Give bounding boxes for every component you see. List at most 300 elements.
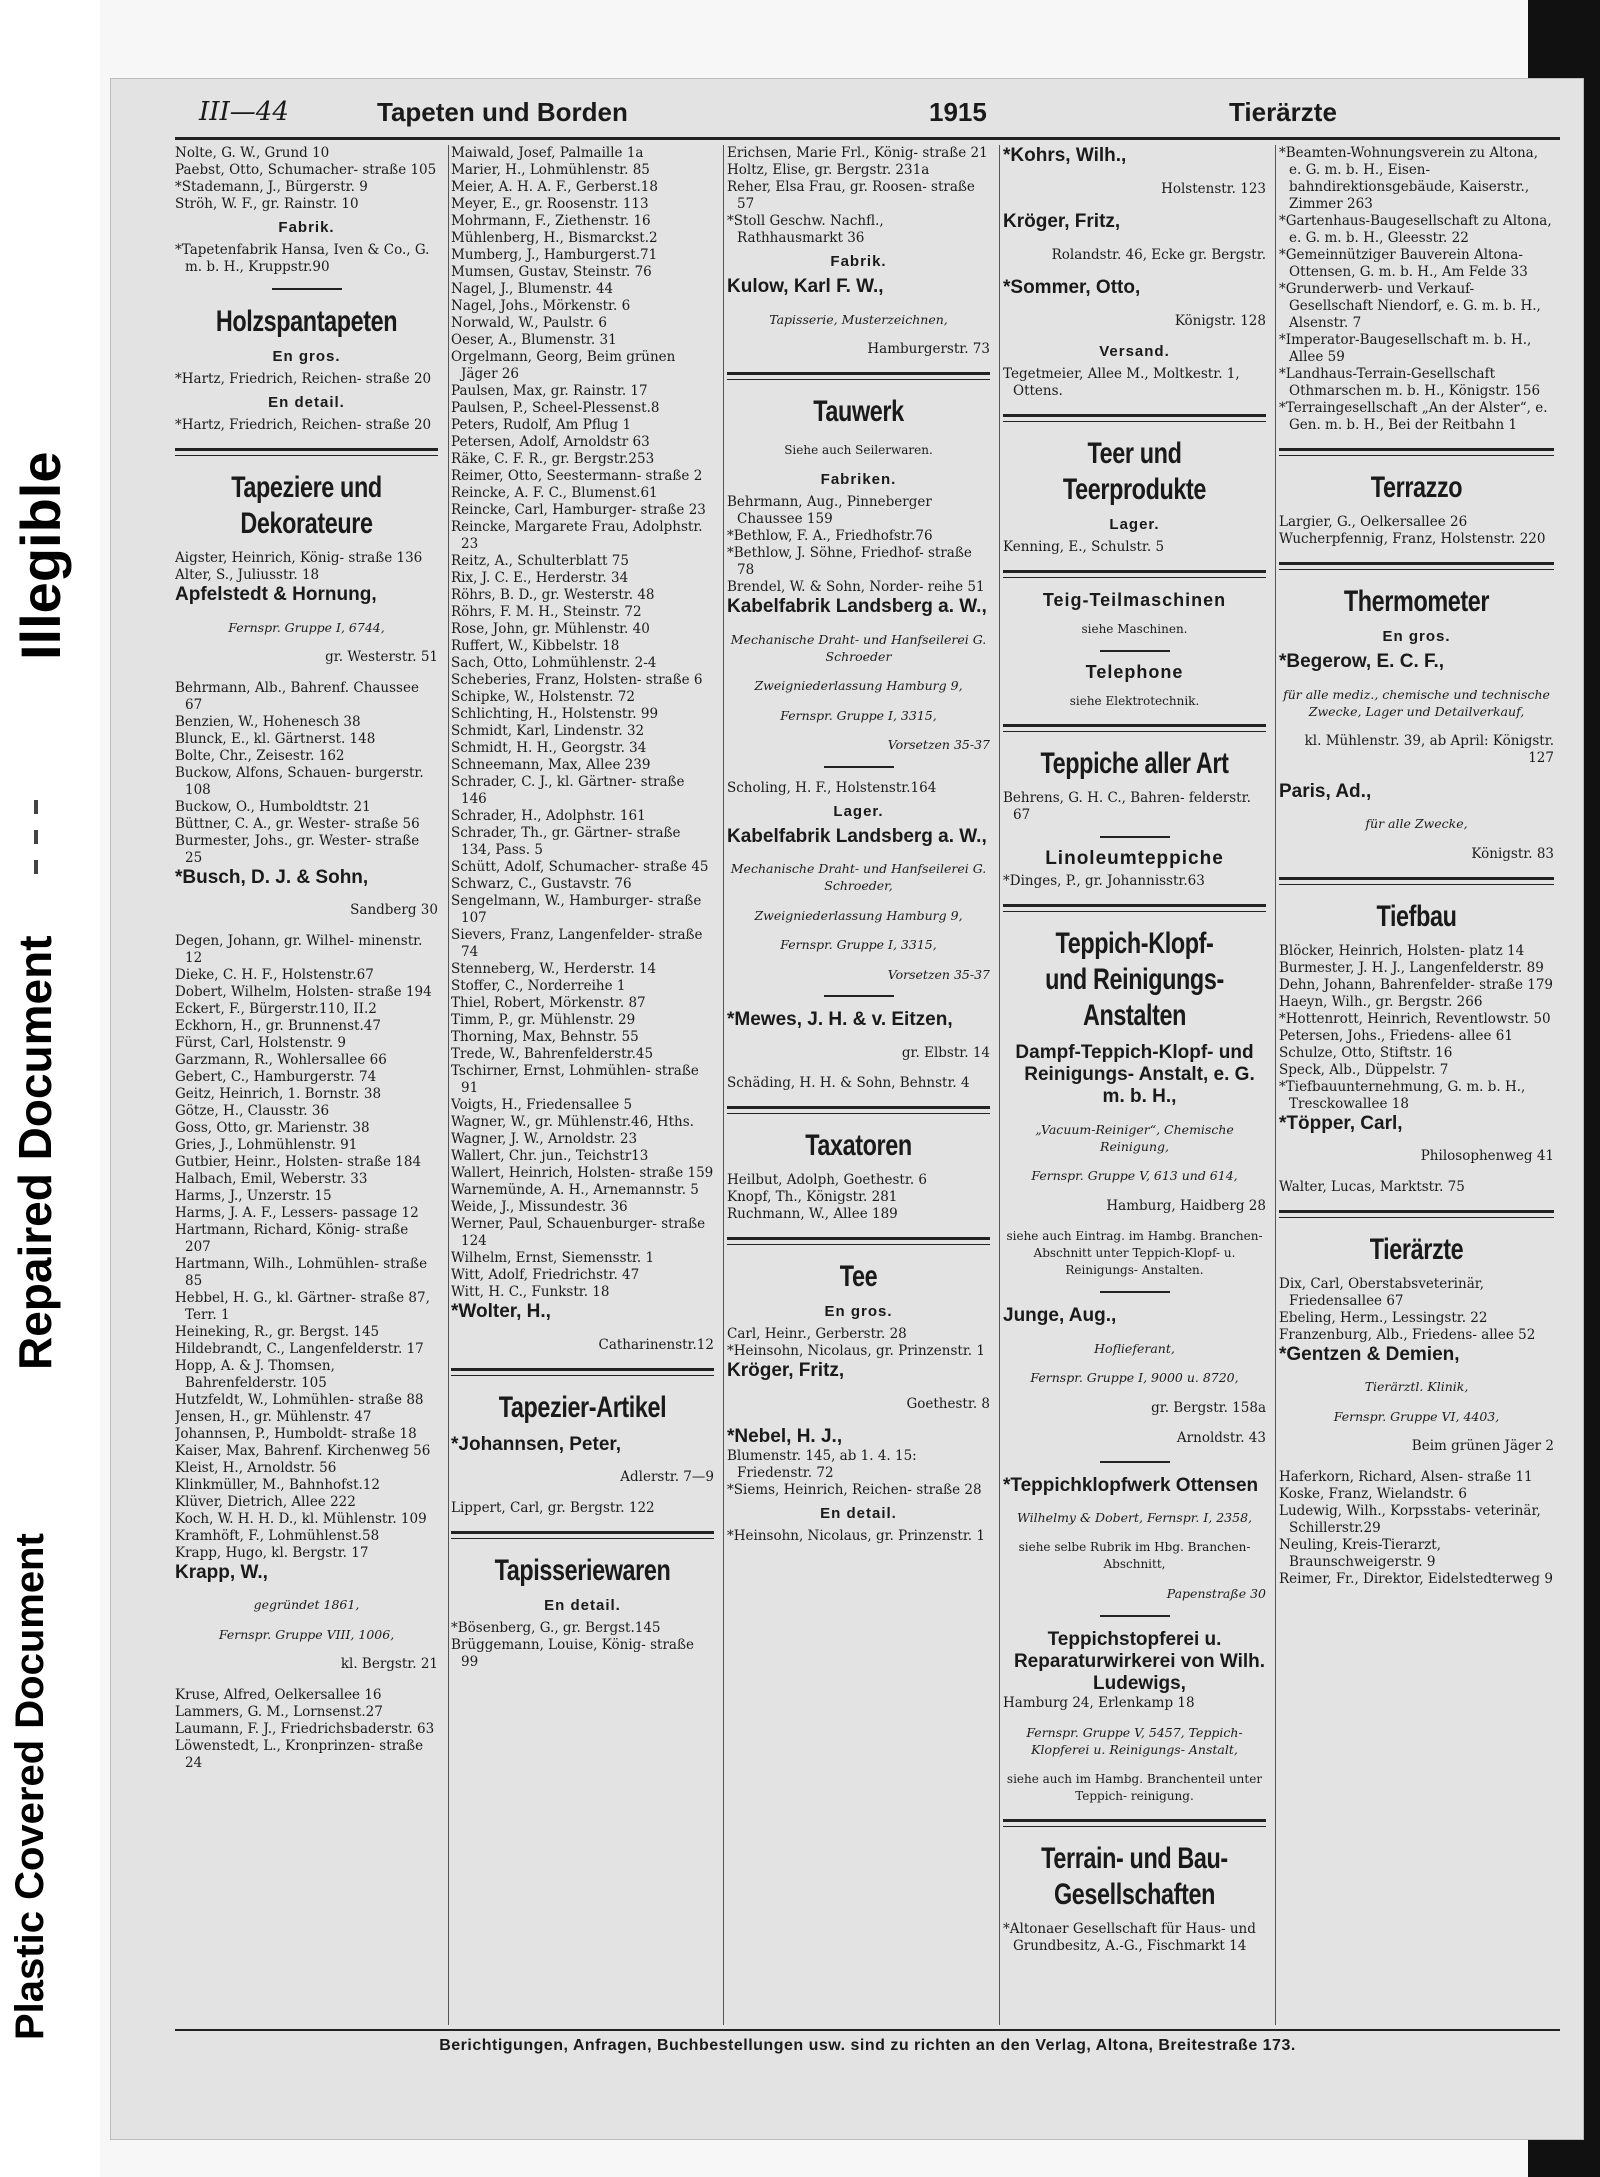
section-divider: [1003, 414, 1266, 422]
list-item-address: gr. Westerstr. 51: [325, 649, 438, 665]
list-item: Hutzfeldt, W., Lohmühlen- straße 88: [175, 1391, 424, 1408]
list-item: Heilbut, Adolph, Goethestr. 6: [727, 1172, 928, 1188]
list-item-note: Fernspr. Gruppe I, 9000 u. 8720,: [1030, 1370, 1239, 1385]
section-heading: Tapezier-Artikel: [498, 1390, 667, 1424]
section-heading: Teer und Teerprodukte: [1062, 437, 1207, 506]
list-item-note: Fernspr. Gruppe VIII, 1006,: [218, 1626, 395, 1642]
side-label-strip: [0, 0, 100, 2177]
list-item: Reincke, Carl, Hamburger- straße 23: [451, 502, 706, 518]
list-item-bold: *Johannsen, Peter,: [451, 1433, 622, 1455]
list-item: Aigster, Heinrich, König- straße 136: [175, 550, 423, 566]
subheading: Lager.: [833, 802, 884, 820]
list-item: Kenning, E., Schulstr. 5: [1003, 539, 1165, 555]
list-item: Sengelmann, W., Hamburger- straße 107: [451, 893, 702, 926]
list-item-bold: Kulow, Karl F. W.,: [727, 276, 884, 297]
list-item: Schneemann, Max, Allee 239: [451, 757, 651, 773]
list-item-address: Philosophenweg 41: [1420, 1148, 1554, 1164]
list-item: Thorning, Max, Behnstr. 55: [451, 1029, 639, 1045]
section-divider: [1003, 904, 1266, 912]
list-item: Ebeling, Herm., Lessingstr. 22: [1279, 1309, 1488, 1326]
list-item: Eckhorn, H., gr. Brunnenst.47: [175, 1017, 381, 1034]
list-item-bold: *Mewes, J. H. & v. Eitzen,: [727, 1009, 953, 1030]
list-item-bold: *Nebel, H. J.,: [727, 1426, 843, 1447]
list-item-note: Tierärztl. Klinik,: [1364, 1379, 1469, 1394]
subheading: En gros.: [1382, 628, 1451, 645]
list-item: Mumberg, J., Hamburgerst.71: [451, 247, 658, 263]
list-item: Brendel, W. & Sohn, Norder- reihe 51: [727, 579, 985, 595]
divider: [1100, 1461, 1170, 1463]
list-item-address: gr. Elbstr. 14: [901, 1044, 990, 1061]
column-5: [1279, 145, 1554, 2025]
list-item: Klinkmüller, M., Bahnhofst.12: [175, 1476, 380, 1493]
year: 1915: [929, 97, 987, 127]
list-item: Hildebrandt, C., Langenfelderstr. 17: [175, 1340, 424, 1357]
list-item-bold: *Kohrs, Wilh.,: [1003, 145, 1127, 166]
list-item: Schrader, C. J., kl. Gärtner- straße 146: [451, 774, 685, 807]
list-item: Oeser, A., Blumenstr. 31: [451, 332, 617, 348]
list-item: Dehn, Johann, Bahrenfelder- straße 179: [1279, 976, 1554, 993]
list-item: Lammers, G. M., Lornsenst.27: [175, 1703, 383, 1720]
list-item: Schütt, Adolf, Schumacher- straße 45: [451, 859, 709, 875]
list-item-bold: Dampf-Teppich-Klopf- und Reinigungs- Anstalt, e. G. m. b. H.,: [1015, 1042, 1255, 1107]
section-divider: [1279, 448, 1554, 456]
list-item: Knopf, Th., Königstr. 281: [727, 1189, 898, 1205]
list-item: *Hartz, Friedrich, Reichen- straße 20: [175, 417, 432, 433]
list-item: Hopp, A. & J. Thomsen, Bahrenfelderstr. 105: [175, 1357, 335, 1391]
list-item: Erichsen, Marie Frl., König- straße 21: [727, 145, 988, 161]
subheading: Versand.: [1099, 343, 1170, 360]
list-item-bold: Apfelstedt & Hornung,: [175, 584, 377, 605]
list-item: Reincke, Margarete Frau, Adolphstr. 23: [451, 519, 703, 552]
page-number: III—44: [199, 97, 289, 127]
list-item: Blumenstr. 145, ab 1. 4. 15: Friedenstr. 72: [727, 1448, 917, 1481]
list-item: Voigts, H., Friedensallee 5: [451, 1097, 633, 1113]
list-item: Paulsen, P., Scheel-Plessenst.8: [451, 400, 660, 416]
list-item: Schipke, W., Holstenstr. 72: [451, 689, 635, 705]
section-divider: [1003, 1819, 1266, 1827]
list-item: Gries, J., Lohmühlenstr. 91: [175, 1136, 358, 1153]
list-item-note: gegründet 1861,: [253, 1597, 360, 1612]
list-item: Buckow, Alfons, Schauen- burgerstr. 108: [175, 764, 424, 798]
list-item-address: Vorsetzen 35-37: [887, 966, 990, 982]
list-item: Burmester, J. H. J., Langenfelderstr. 89: [1279, 959, 1544, 976]
list-item: Nolte, G. W., Grund 10: [175, 145, 330, 161]
section-divider: [727, 1237, 990, 1245]
list-item: Schrader, Th., gr. Gärtner- straße 134, Pass. 5: [451, 825, 681, 858]
list-item: Scheberies, Franz, Holsten- straße 6: [451, 672, 703, 688]
list-item: *Gemeinnütziger Bauverein Altona-Ottensen, G. m. b. H., Am Felde 33: [1279, 247, 1528, 280]
list-item: Thiel, Robert, Mörkenstr. 87: [451, 995, 646, 1011]
list-item: Wucherpfennig, Franz, Holstenstr. 220: [1279, 531, 1546, 547]
list-item: Kruse, Alfred, Oelkersallee 16: [175, 1686, 382, 1703]
list-item: Weide, J., Missundestr. 36: [451, 1199, 628, 1215]
list-item: Haeyn, Wilh., gr. Bergstr. 266: [1279, 993, 1483, 1010]
list-item: Witt, H. C., Funkstr. 18: [451, 1284, 610, 1300]
list-item: Laumann, F. J., Friedrichsbaderstr. 63: [175, 1720, 435, 1737]
list-item: Reimer, Otto, Seestermann- straße 2: [451, 468, 703, 484]
list-item: Schmidt, Karl, Lindenstr. 32: [451, 723, 645, 739]
divider: [1100, 1291, 1170, 1293]
list-item-address: Hamburgerstr. 73: [867, 341, 990, 357]
column-1: [175, 145, 438, 2025]
list-item: Rix, J. C. E., Herderstr. 34: [451, 570, 629, 586]
subheading: Fabrik.: [278, 219, 335, 236]
columns: [175, 145, 1560, 2025]
subheading: Fabrik.: [830, 253, 887, 270]
repaired-document-label: Repaired Document: [9, 935, 61, 1370]
cross-reference: siehe auch Eintrag. im Hambg. Branchen-Abschnitt unter Teppich-Klopf- u. Reinigungs- Anstalten.: [1006, 1229, 1263, 1277]
list-item-note: Fernspr. Gruppe V, 5457, Teppich-Klopferei u. Reinigungs- Anstalt,: [1026, 1725, 1243, 1757]
divider: [1100, 650, 1170, 652]
list-item: *Grunderwerb- und Verkauf- Gesellschaft Niendorf, e. G. m. b. H., Alsenstr. 7: [1279, 281, 1541, 331]
section-divider: [727, 372, 990, 380]
cross-reference-heading: Telephone: [1085, 662, 1184, 682]
section-heading: Tee: [839, 1260, 878, 1293]
divider: [272, 288, 342, 290]
list-item: Neuling, Kreis-Tierarzt, Braunschweigerstr. 9: [1279, 1536, 1441, 1570]
list-item-address: Goethestr. 8: [906, 1395, 990, 1412]
list-item-note: Zweigniederlassung Hamburg 9,: [754, 678, 963, 693]
subsection-heading: Linoleumteppiche: [1045, 848, 1224, 869]
dash-mark: [34, 860, 38, 874]
list-item: Orgelmann, Georg, Beim grünen Jäger 26: [451, 349, 676, 382]
list-item: Schulze, Otto, Stiftstr. 16: [1279, 1044, 1453, 1061]
list-item: *Altonaer Gesellschaft für Haus- und Grundbesitz, A.-G., Fischmarkt 14: [1003, 1920, 1256, 1954]
list-item: Tegetmeier, Allee M., Moltkestr. 1, Ottens.: [1003, 366, 1240, 399]
list-item: Wilhelm, Ernst, Siemensstr. 1: [451, 1250, 655, 1266]
list-item: Krapp, Hugo, kl. Bergstr. 17: [175, 1544, 369, 1561]
list-item-bold: Kabelfabrik Landsberg a. W.,: [727, 596, 987, 617]
list-item-note: „Vacuum-Reiniger“, Chemische Reinigung,: [1035, 1121, 1234, 1154]
list-item-address: Hamburg, Haidberg 28: [1106, 1197, 1266, 1214]
section-divider: [1003, 570, 1266, 578]
list-item: *Heinsohn, Nicolaus, gr. Prinzenstr. 1: [727, 1528, 985, 1544]
list-item: Fürst, Carl, Holstenstr. 9: [175, 1034, 346, 1051]
list-item: Paulsen, Max, gr. Rainstr. 17: [451, 383, 648, 399]
list-item: Dobert, Wilhelm, Holsten- straße 194: [175, 983, 432, 1000]
subheading: En gros.: [272, 348, 341, 365]
list-item: Hartmann, Richard, König- straße 207: [175, 1221, 409, 1255]
subheading: Lager.: [1109, 516, 1160, 533]
list-item-bold: *Sommer, Otto,: [1003, 277, 1141, 298]
list-item: Räke, C. F. R., gr. Bergstr.253: [451, 451, 655, 467]
list-item: Eckert, F., Bürgerstr.110, II.2: [175, 1000, 377, 1017]
page-footer: Berichtigungen, Anfragen, Buchbestellungen usw. sind zu richten an den Verlag, Altona, Breitestraße 173.: [439, 2037, 1296, 2054]
list-item-note: Fernspr. Gruppe I, 6744,: [228, 619, 385, 635]
list-item-bold: Teppichstopferei u. Reparaturwirkerei von Wilh. Ludewigs,: [1013, 1628, 1266, 1694]
list-item: Dix, Carl, Oberstabsveterinär, Friedensallee 67: [1279, 1275, 1484, 1309]
list-item: Heineking, R., gr. Bergst. 145: [175, 1323, 380, 1340]
list-item: Trede, W., Bahrenfelderstr.45: [451, 1046, 654, 1062]
list-item: Koch, W. H. H. D., kl. Mühlenstr. 109: [175, 1510, 427, 1527]
list-item: Bolte, Chr., Zeisestr. 162: [175, 747, 345, 764]
list-item: *Heinsohn, Nicolaus, gr. Prinzenstr. 1: [727, 1343, 985, 1359]
list-item: Nagel, J., Blumenstr. 44: [451, 281, 614, 297]
list-item: Burmester, Johs., gr. Wester- straße 25: [175, 832, 420, 866]
list-item-address: Arnoldstr. 43: [1176, 1430, 1266, 1446]
list-item: Hartmann, Wilh., Lohmühlen- straße 85: [175, 1255, 428, 1289]
list-item-address: Königstr. 83: [1471, 845, 1554, 862]
list-item: Nagel, Johs., Mörkenstr. 6: [451, 298, 631, 314]
list-item: Haferkorn, Richard, Alsen- straße 11: [1279, 1468, 1533, 1485]
subheading: En detail.: [544, 1596, 621, 1614]
section-heading: Holzspantapeten: [215, 305, 398, 338]
section-divider: [1003, 724, 1266, 732]
list-item: Degen, Johann, gr. Wilhel- minenstr. 12: [175, 932, 423, 966]
illegible-label: Illegible: [9, 451, 72, 660]
list-item: Behrmann, Alb., Bahrenf. Chaussee 67: [175, 679, 419, 713]
list-item: *Bösenberg, G., gr. Bergst.145: [451, 1619, 661, 1636]
divider: [824, 766, 894, 768]
list-item: Ruffert, W., Kibbelstr. 18: [451, 638, 620, 654]
list-item: Schlichting, H., Holstenstr. 99: [451, 706, 659, 722]
list-item: Mumsen, Gustav, Steinstr. 76: [451, 264, 652, 280]
list-item: Behrmann, Aug., Pinneberger Chaussee 159: [727, 494, 932, 527]
list-item-address: Beim grünen Jäger 2: [1411, 1438, 1554, 1454]
list-item-note: Tapisserie, Musterzeichnen,: [769, 311, 948, 327]
list-item-address: Papenstraße 30: [1166, 1586, 1266, 1601]
list-item-bold: *Gentzen & Demien,: [1279, 1343, 1460, 1365]
list-item-note: Mechanische Draht- und Hanfseilerei G. Schroeder,: [730, 861, 987, 893]
list-item: Tschirner, Ernst, Lohmühlen- straße 91: [451, 1063, 699, 1096]
dash-mark: [34, 800, 38, 814]
list-item-note: Fernspr. Gruppe I, 3315,: [780, 937, 937, 952]
section-heading: Teppich-Klopf- und Reinigungs- Anstalten: [1045, 927, 1224, 1032]
section-divider: [1279, 1210, 1554, 1218]
section-heading: Taxatoren: [805, 1129, 912, 1162]
list-item-bold: *Busch, D. J. & Sohn,: [175, 866, 369, 888]
list-item: Reher, Elsa Frau, gr. Roosen- straße 57: [727, 179, 975, 212]
section-heading: Tapeziere und Dekorateure: [231, 471, 382, 540]
subheading: Fabriken.: [820, 471, 897, 488]
list-item: Harms, J. A. F., Lessers- passage 12: [175, 1204, 419, 1221]
section-divider: [1279, 877, 1554, 885]
list-item: Wallert, Chr. jun., Teichstr13: [451, 1148, 649, 1164]
subheading: En detail.: [820, 1505, 897, 1522]
list-item: *Terraingesellschaft „An der Alster“, e. Gen. m. b. H., Bei der Reitbahn 1: [1279, 400, 1548, 433]
list-item: Stenneberg, W., Herderstr. 14: [451, 961, 657, 977]
list-item: Largier, G., Oelkersallee 26: [1279, 514, 1468, 530]
cross-reference: Siehe auch Seilerwaren.: [784, 443, 933, 457]
list-item-bold: Krapp, W.,: [175, 1561, 268, 1583]
list-item: Meier, A. H. A. F., Gerberst.18: [451, 179, 658, 195]
section-heading: Teppiche aller Art: [1040, 747, 1229, 780]
list-item-note: Fernspr. Gruppe VI, 4403,: [1333, 1408, 1500, 1424]
list-item: Petersen, Johs., Friedens- allee 61: [1279, 1027, 1513, 1044]
list-item: Reitz, A., Schulterblatt 75: [451, 553, 629, 569]
list-item: Schäding, H. H. & Sohn, Behnstr. 4: [727, 1075, 970, 1091]
section-heading: Terrazzo: [1370, 471, 1463, 504]
section-heading: Tapisseriewaren: [494, 1553, 671, 1587]
cross-reference-heading: Teig-Teilmaschinen: [1042, 590, 1227, 610]
list-item: Reincke, A. F. C., Blumenst.61: [451, 485, 658, 501]
list-item-note: Fernspr. Gruppe I, 3315,: [780, 707, 937, 723]
list-item-note: Hoflieferant,: [1094, 1340, 1175, 1356]
list-item-bold: Junge, Aug.,: [1003, 1305, 1117, 1326]
list-item: Kramhöft, F., Lohmühlenst.58: [175, 1527, 380, 1544]
list-item: *Imperator-Baugesellschaft m. b. H., Allee 59: [1279, 332, 1532, 365]
list-item: *Dinges, P., gr. Johannisstr.63: [1003, 873, 1205, 889]
list-item-address: gr. Bergstr. 158a: [1151, 1399, 1266, 1416]
list-item-bold: Paris, Ad.,: [1279, 780, 1372, 802]
list-item: *Bethlow, J. Söhne, Friedhof- straße 78: [727, 545, 972, 578]
list-item-address: Sandberg 30: [350, 902, 438, 918]
list-item: *Tapetenfabrik Hansa, Iven & Co., G. m. b. H., Kruppstr.90: [175, 242, 430, 275]
list-item: Speck, Alb., Düppelstr. 7: [1279, 1061, 1449, 1078]
list-item: Alter, S., Juliusstr. 18: [175, 567, 320, 583]
list-item: Benzien, W., Hohenesch 38: [175, 713, 361, 730]
list-item: Timm, P., gr. Mühlenstr. 29: [451, 1012, 636, 1028]
dash-mark: [34, 830, 38, 844]
list-item-address: kl. Mühlenstr. 39, ab April: Königstr. 127: [1304, 733, 1554, 766]
list-item: Dieke, C. H. F., Holstenstr.67: [175, 966, 374, 983]
section-heading: Terrain- und Bau- Gesellschaften: [1041, 1841, 1228, 1911]
list-item: Garzmann, R., Wohlersallee 66: [175, 1051, 387, 1068]
list-item: Wagner, J. W., Arnoldstr. 23: [451, 1131, 638, 1147]
cross-reference: siehe Maschinen.: [1081, 622, 1188, 636]
directory-page: [110, 78, 1584, 2140]
page-header: [199, 97, 1559, 137]
list-item: Röhrs, F. M. H., Steinstr. 72: [451, 604, 642, 620]
list-item: Gebert, C., Hamburgerstr. 74: [175, 1068, 377, 1085]
list-item: *Siems, Heinrich, Reichen- straße 28: [727, 1482, 982, 1498]
header-rule: [175, 137, 1560, 140]
list-item-bold: Kabelfabrik Landsberg a. W.,: [727, 825, 987, 847]
list-item: *Hartz, Friedrich, Reichen- straße 20: [175, 371, 432, 387]
list-item: Jensen, H., gr. Mühlenstr. 47: [175, 1408, 372, 1425]
section-heading: Tiefbau: [1376, 899, 1457, 933]
cross-reference: siehe selbe Rubrik im Hbg. Branchen-Abschnitt,: [1018, 1539, 1251, 1571]
column-4: [1003, 145, 1266, 2025]
list-item: Witt, Adolf, Friedrichstr. 47: [451, 1267, 640, 1283]
list-item: Wagner, W., gr. Mühlenstr.46, Hths.: [451, 1114, 694, 1130]
list-item: Carl, Heinr., Gerberstr. 28: [727, 1326, 907, 1342]
list-item: Kleist, H., Arnoldstr. 56: [175, 1459, 337, 1476]
list-item: Ströh, W. F., gr. Rainstr. 10: [175, 196, 359, 212]
list-item-note: Zweigniederlassung Hamburg 9,: [754, 907, 963, 923]
list-item-bold: Kröger, Fritz,: [727, 1360, 845, 1381]
list-item: Ludewig, Wilh., Korpsstabs- veterinär, Schillerstr.29: [1279, 1502, 1541, 1536]
section-heading: Tauwerk: [813, 395, 904, 428]
section-title: Tapeten und Borden: [377, 97, 628, 127]
list-item: Marier, H., Lohmühlenstr. 85: [451, 162, 650, 178]
list-item: Norwald, W., Paulstr. 6: [451, 315, 607, 331]
list-item-bold: *Töpper, Carl,: [1279, 1112, 1403, 1134]
list-item: Ruchmann, W., Allee 189: [727, 1206, 898, 1222]
section-heading: Thermometer: [1343, 585, 1490, 618]
list-item: *Landhaus-Terrain-Gesellschaft Othmarschen m. b. H., Königstr. 156: [1279, 366, 1541, 399]
divider: [1100, 1615, 1170, 1617]
list-item: Brüggemann, Louise, König- straße 99: [451, 1636, 694, 1670]
list-item-address: Rolandstr. 46, Ecke gr. Bergstr.: [1051, 246, 1266, 263]
list-item: *Gartenhaus-Baugesellschaft zu Altona, e. G. m. b. H., Gleesstr. 22: [1279, 213, 1552, 246]
list-item: Hamburg 24, Erlenkamp 18: [1003, 1694, 1195, 1711]
list-item: *Beamten-Wohnungsverein zu Altona, e. G. m. b. H., Eisen- bahndirektionsgebäude, Kaiserstr., Zimmer 263: [1279, 145, 1538, 212]
list-item: Maiwald, Josef, Palmaille 1a: [451, 145, 644, 161]
list-item: Rose, John, gr. Mühlenstr. 40: [451, 621, 650, 637]
list-item: Petersen, Adolf, Arnoldstr 63: [451, 434, 650, 450]
list-item-bold: *Wolter, H.,: [451, 1301, 551, 1322]
list-item: *Bethlow, F. A., Friedhofstr.76: [727, 528, 933, 544]
list-item: Sievers, Franz, Langenfelder- straße 74: [451, 927, 703, 960]
footer-rule: [175, 2029, 1560, 2031]
section-divider: [451, 1368, 714, 1376]
divider: [1100, 836, 1170, 838]
list-item: Warnemünde, A. H., Arnemannstr. 5: [451, 1182, 699, 1198]
list-item-address: Holstenstr. 123: [1161, 180, 1266, 197]
list-item: Blöcker, Heinrich, Holsten- platz 14: [1279, 942, 1525, 959]
list-item: *Tiefbauunternehmung, G. m. b. H., Tresckowallee 18: [1279, 1078, 1526, 1112]
list-item: Wallert, Heinrich, Holsten- straße 159: [451, 1165, 714, 1181]
list-item: *Stademann, J., Bürgerstr. 9: [175, 179, 368, 195]
list-item: Schrader, H., Adolphstr. 161: [451, 808, 646, 824]
list-item-address: kl. Bergstr. 21: [340, 1656, 438, 1672]
list-item: Mühlenberg, H., Bismarckst.2: [451, 230, 658, 246]
list-item: Mohrmann, F., Ziethenstr. 16: [451, 213, 651, 229]
list-item: Geitz, Heinrich, 1. Bornstr. 38: [175, 1085, 382, 1102]
list-item: Peters, Rudolf, Am Pflug 1: [451, 417, 632, 433]
list-item: Klüver, Dietrich, Allee 222: [175, 1493, 356, 1510]
list-item: Lippert, Carl, gr. Bergstr. 122: [451, 1499, 655, 1516]
list-item: Harms, J., Unzerstr. 15: [175, 1187, 332, 1204]
list-item-note: Fernspr. Gruppe V, 613 und 614,: [1031, 1168, 1238, 1183]
list-item: Kaiser, Max, Bahrenf. Kirchenweg 56: [175, 1442, 431, 1459]
list-item-address: Adlerstr. 7—9: [620, 1469, 714, 1485]
list-item: Goss, Otto, gr. Marienstr. 38: [175, 1119, 370, 1136]
list-item: Götze, H., Clausstr. 36: [175, 1102, 330, 1119]
list-item-note: für alle Zwecke,: [1365, 816, 1468, 831]
list-item-bold: *Teppichklopfwerk Ottensen: [1003, 1474, 1259, 1496]
plastic-covered-label: Plastic Covered Document: [8, 1533, 52, 2040]
list-item: Schwarz, C., Gustavstr. 76: [451, 876, 632, 892]
list-item: Johannsen, P., Humboldt- straße 18: [175, 1425, 417, 1442]
column-2: [451, 145, 714, 2025]
list-item: Halbach, Emil, Weberstr. 33: [175, 1170, 368, 1187]
list-item: *Hottenrott, Heinrich, Reventlowstr. 50: [1279, 1010, 1551, 1027]
list-item-note: Mechanische Draht- und Hanfseilerei G. Schroeder: [730, 631, 987, 664]
list-item: Stoffer, C., Norderreihe 1: [451, 978, 626, 994]
list-item: Paebst, Otto, Schumacher- straße 105: [175, 162, 437, 178]
list-item: Behrens, G. H. C., Bahren- felderstr. 67: [1003, 790, 1251, 823]
list-item-address: Königstr. 128: [1174, 312, 1266, 329]
list-item-address: Catharinenstr.12: [598, 1336, 714, 1353]
list-item: Buckow, O., Humboldtstr. 21: [175, 798, 371, 815]
list-item: Franzenburg, Alb., Friedens- allee 52: [1279, 1326, 1536, 1343]
section-heading: Tierärzte: [1369, 1232, 1464, 1266]
section-divider: [451, 1531, 714, 1539]
list-item: Scholing, H. F., Holstenstr.164: [727, 779, 937, 796]
list-item-bold: Kröger, Fritz,: [1003, 211, 1121, 232]
list-item: Werner, Paul, Schauenburger- straße 124: [451, 1216, 706, 1249]
list-item: *Stoll Geschw. Nachfl., Rathhausmarkt 36: [727, 213, 884, 246]
list-item: Löwenstedt, L., Kronprinzen- straße 24: [175, 1737, 424, 1771]
list-item: Gutbier, Heinr., Holsten- straße 184: [175, 1153, 422, 1170]
list-item: Holtz, Elise, gr. Bergstr. 231a: [727, 162, 930, 178]
list-item: Blunck, E., kl. Gärtnerst. 148: [175, 730, 376, 747]
section-divider: [175, 448, 438, 456]
cross-reference: siehe Elektrotechnik.: [1069, 694, 1200, 708]
section-divider: [727, 1106, 990, 1114]
list-item: Walter, Lucas, Marktstr. 75: [1279, 1178, 1465, 1195]
list-item-address: Vorsetzen 35-37: [887, 737, 990, 752]
list-item-note: für alle mediz., chemische und technische Zwecke, Lager und Detailverkauf,: [1283, 686, 1550, 719]
list-item: Schmidt, H. H., Georgstr. 34: [451, 740, 647, 756]
cross-reference: siehe auch im Hambg. Branchenteil unter Teppich- reinigung.: [1006, 1771, 1263, 1803]
section-divider: [1279, 562, 1554, 570]
list-item: Büttner, C. A., gr. Wester- straße 56: [175, 815, 420, 832]
column-3: [727, 145, 990, 2025]
list-item: Hebbel, H. G., kl. Gärtner- straße 87, Terr. 1: [175, 1289, 430, 1323]
